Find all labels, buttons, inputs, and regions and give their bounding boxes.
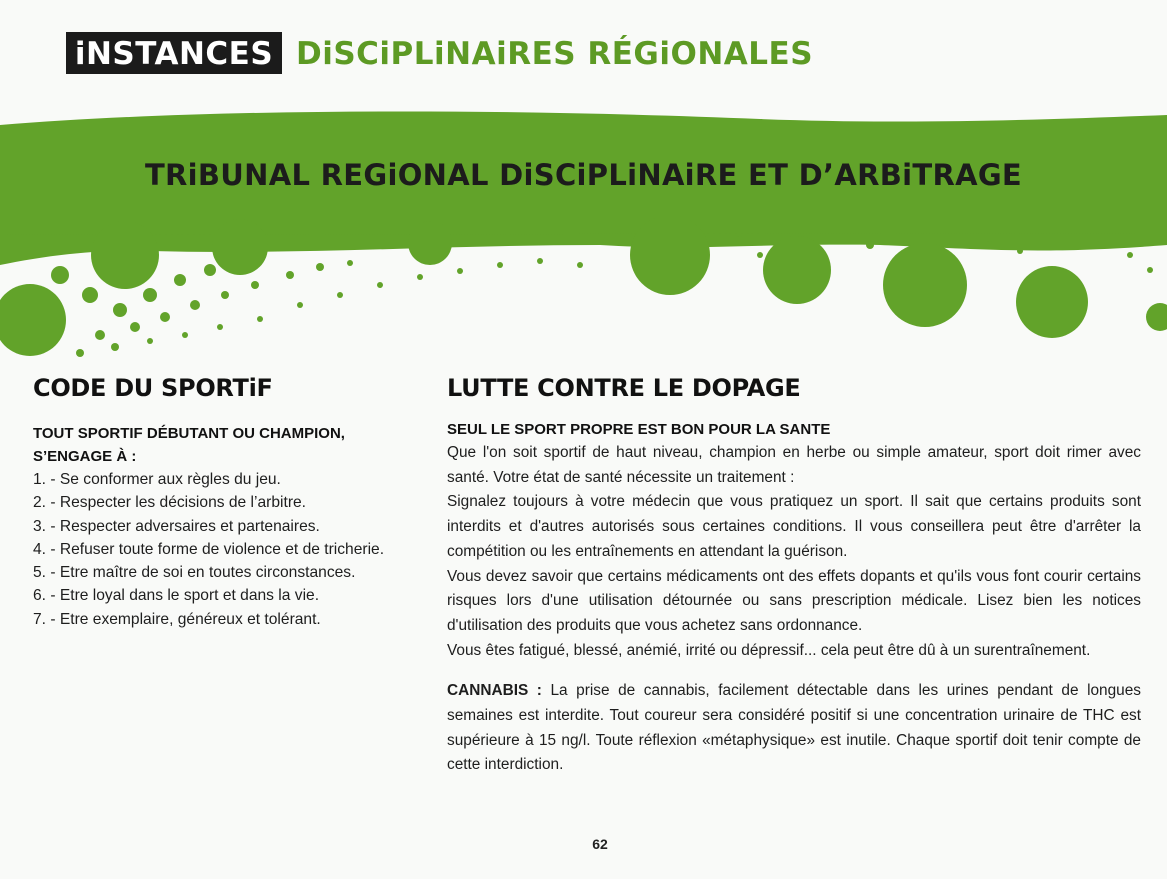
rules-list — [33, 468, 428, 631]
page-number: 62 — [592, 836, 608, 852]
list-item: 1. - Se conformer aux règles du jeu. — [33, 471, 281, 488]
green-banner-graphic — [0, 95, 1167, 365]
lutte-dopage-heading: LUTTE CONTRE LE DOPAGE — [447, 374, 801, 402]
list-item: 7. - Etre exemplaire, généreux et tolérant. — [33, 610, 321, 628]
list-item: 2. - Respecter les décisions de l’arbitre. — [33, 494, 307, 512]
header-disciplinaires-regionales: DiSCiPLiNAiRES RÉGiONALES — [296, 36, 814, 72]
paragraph: Vous êtes fatigué, blessé, anémié, irrité ou dépressif... cela peut être dû à un surentraînement. — [447, 641, 1091, 659]
cannabis-paragraph — [447, 679, 1141, 778]
header-instances: iNSTANCES — [66, 32, 282, 74]
list-item: 3. - Respecter adversaires et partenaires. — [33, 517, 320, 535]
code-du-sportif-subheading: TOUT SPORTIF DÉBUTANT OU CHAMPION, S’ENGAGE À : — [33, 425, 345, 465]
paragraph: Vous devez savoir que certains médicaments ont des effets dopants et qu'ils vous font courir certains risques lors d'une utilisation détournée ou sans prescription médicale. Lisez bien les notices d'utilisation des produits que vous achetez sans ordonnance. — [447, 567, 1141, 634]
code-du-sportif-section — [33, 374, 428, 631]
lutte-dopage-subheading: SEUL LE SPORT PROPRE EST BON POUR LA SANTE — [447, 421, 831, 438]
cannabis-text: La prise de cannabis, facilement détectable dans les urines pendant de longues semaines est interdite. Tout coureur sera considéré positif si une concentration urinaire de THC est supérieure à 15 ng/l. Toute réflexion «métaphysique» est inutile. Chaque sportif doit tenir compte de cette interdiction. — [447, 682, 1141, 774]
code-du-sportif-heading: CODE DU SPORTiF — [33, 374, 273, 402]
banner-title: TRiBUNAL REGiONAL DiSCiPLiNAiRE ET D’ARBiTRAGE — [144, 158, 1023, 192]
paragraph: Que l'on soit sportif de haut niveau, champion en herbe ou simple amateur, sport doit rimer avec santé. Votre état de santé nécessite un traitement : — [447, 444, 1141, 486]
list-item: 4. - Refuser toute forme de violence et de tricherie. — [33, 540, 385, 558]
paragraph: Signalez toujours à votre médecin que vous pratiquez un sport. Il sait que certains produits sont interdits et d'autres autorisés sous certaines conditions. Il vous conseillera peut être d'arrêter la compétition ou les entraînements en attendant la guérison. — [447, 493, 1141, 560]
list-item: 5. - Etre maître de soi en toutes circonstances. — [33, 564, 356, 582]
lutte-contre-le-dopage-section — [447, 374, 1141, 778]
list-item: 6. - Etre loyal dans le sport et dans la vie. — [33, 587, 320, 605]
cannabis-label: CANNABIS : — [447, 682, 542, 700]
